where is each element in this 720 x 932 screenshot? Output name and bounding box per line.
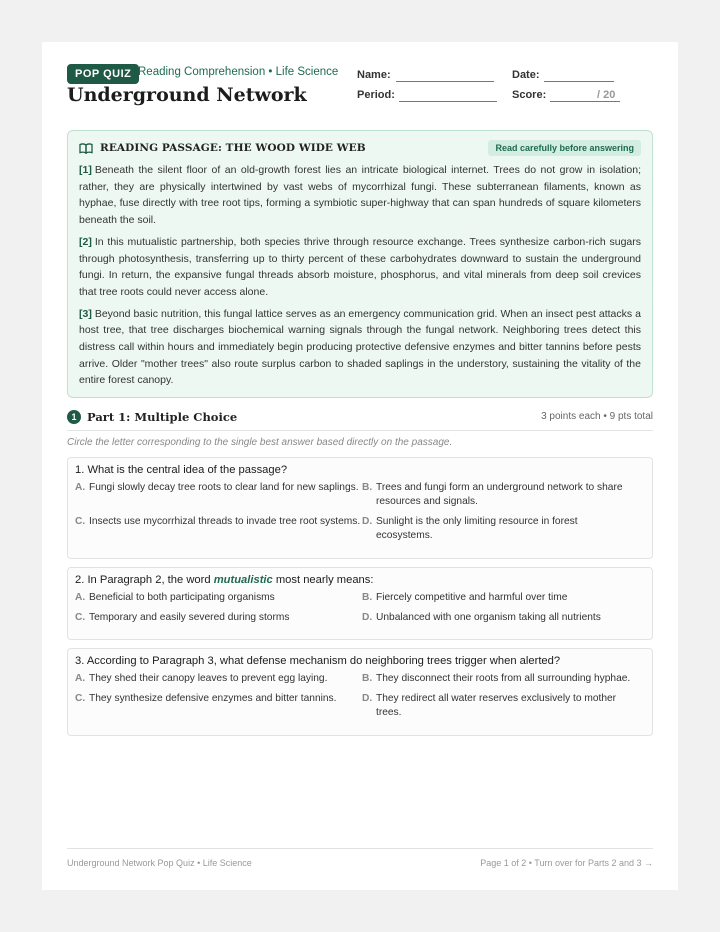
quiz-header [67,64,653,140]
reading-passage [67,130,653,398]
option-b[interactable] [362,481,637,509]
question-text [75,574,645,586]
option-letter: C. [75,516,86,527]
question-text [75,655,645,667]
option-a[interactable] [75,481,362,509]
vocab-word: mutualistic [213,574,273,586]
option-text: They disconnect their roots from all surrounding hyphae. [376,673,631,684]
paragraph-text: Beneath the silent floor of an old-growth forest lies an intricate biological internet. Trees do not grow in isolation; rather, they are physically intertwined by vast webs of mycorrhizal fungi. These subterranean filaments, known as hyphae, fuse directly with tree root tips, forming a symbiotic super-highway that can span hundreds of square kilometers beneath the soil. [79,164,641,227]
passage-title: READING PASSAGE: THE WOOD WIDE WEB [100,142,366,154]
paragraph-text: Beyond basic nutrition, this fungal lattice serves as an emergency communication grid. When an insect pest attacks a host tree, that tree discharges biochemical warning signals through the fungal network. Neighboring trees detect this distress call within hours and immediately begin producing protective defensive enzymes and bitter tannins before pests arrive. Older "mother trees" also route surplus carbon to shaded saplings in the understory, sustaining the vitality of the entire forest canopy. [79,307,641,387]
subject-label: Reading Comprehension • Life Science [138,66,339,78]
passage-paragraph-3 [79,306,641,390]
page-footer [67,848,653,868]
score-total: / 20 [597,89,616,101]
option-b[interactable] [362,591,637,605]
passage-paragraph-1 [79,162,641,229]
option-c[interactable] [75,611,362,625]
name-blank[interactable] [396,81,494,82]
period-label: Period: [357,89,395,101]
footer-page-info: Page 1 of 2 • Turn over for Parts 2 and 3 → [480,858,653,868]
option-text: Temporary and easily severed during storms [89,612,290,623]
passage-paragraph-2 [79,234,641,301]
option-text: Unbalanced with one organism taking all nutrients [376,612,601,623]
option-letter: C. [75,693,86,704]
option-a[interactable] [75,591,362,605]
option-letter: D. [362,612,373,623]
part-1-heading [67,410,653,431]
page-title: Underground Network [67,84,307,106]
part-number-badge: 1 [67,410,81,424]
question-prompt: 1. What is the central idea of the passage? [75,464,288,476]
option-a[interactable] [75,672,362,686]
date-field [512,69,540,81]
part-instructions: Circle the letter corresponding to the single best answer based directly on the passage. [67,437,453,448]
period-blank[interactable] [399,101,497,102]
option-c[interactable] [75,515,362,543]
option-text: Fungi slowly decay tree roots to clear land for new saplings. [89,482,359,493]
answer-options [75,672,645,720]
passage-tag: Read carefully before answering [488,140,641,156]
passage-header [79,141,641,161]
option-c[interactable] [75,692,362,720]
question-card-3 [67,648,653,736]
option-letter: A. [75,592,86,603]
option-letter: A. [75,482,86,493]
paragraph-number: [2] [79,235,92,248]
pop-quiz-badge: POP QUIZ [67,64,139,84]
option-text: They synthesize defensive enzymes and bitter tannins. [89,693,337,704]
quiz-sheet [42,42,678,890]
name-label: Name: [357,69,391,81]
option-text: Trees and fungi form an underground network to share resources and signals. [376,482,623,507]
answer-options [75,591,645,625]
answer-options [75,481,645,543]
option-letter: D. [362,516,373,527]
paragraph-text: In this mutualistic partnership, both species thrive through resource exchange. Trees synthesize carbon-rich sugars through photosynthesis, transferring up to thirty percent of these carbohydrates downward to sustain the underground fungi. In return, the expansive fungal threads absorb moisture, phosphorus, and vital minerals from deep soil crevices that tree roots could never access alone. [79,235,641,298]
option-text: Insects use mycorrhizal threads to invade tree root systems. [89,516,361,527]
score-label: Score: [512,89,547,101]
footer-title: Underground Network Pop Quiz • Life Science [67,858,252,868]
option-letter: D. [362,693,373,704]
option-d[interactable] [362,692,637,720]
option-text: They redirect all water reserves exclusively to mother trees. [376,693,617,718]
option-text: They shed their canopy leaves to prevent egg laying. [89,673,328,684]
part-title: Part 1: Multiple Choice [87,410,238,424]
option-b[interactable] [362,672,637,686]
paragraph-number: [1] [79,164,92,176]
question-text [75,464,645,476]
paragraph-number: [3] [79,307,92,320]
question-prompt-end: most nearly means: [272,574,374,586]
option-d[interactable] [362,611,637,625]
option-text: Beneficial to both participating organisms [89,592,275,603]
question-card-1 [67,457,653,559]
option-text: Fiercely competitive and harmful over time [376,592,568,603]
score-field [512,89,546,101]
option-letter: B. [362,673,373,684]
option-letter: A. [75,673,86,684]
book-open-icon [79,143,93,154]
score-blank[interactable] [550,101,620,102]
date-label: Date: [512,69,540,81]
option-letter: C. [75,612,86,623]
option-letter: B. [362,482,373,493]
option-letter: B. [362,592,373,603]
question-prompt: 3. According to Paragraph 3, what defense mechanism do neighboring trees trigger when alerted? [75,655,561,667]
part-points: 3 points each • 9 pts total [541,411,653,422]
period-field [357,89,395,101]
option-d[interactable] [362,515,637,543]
question-card-2 [67,567,653,640]
date-blank[interactable] [544,81,614,82]
option-text: Sunlight is the only limiting resource in forest ecosystems. [376,516,578,541]
name-field [357,69,391,81]
question-prompt: 2. In Paragraph 2, the word [75,574,214,586]
